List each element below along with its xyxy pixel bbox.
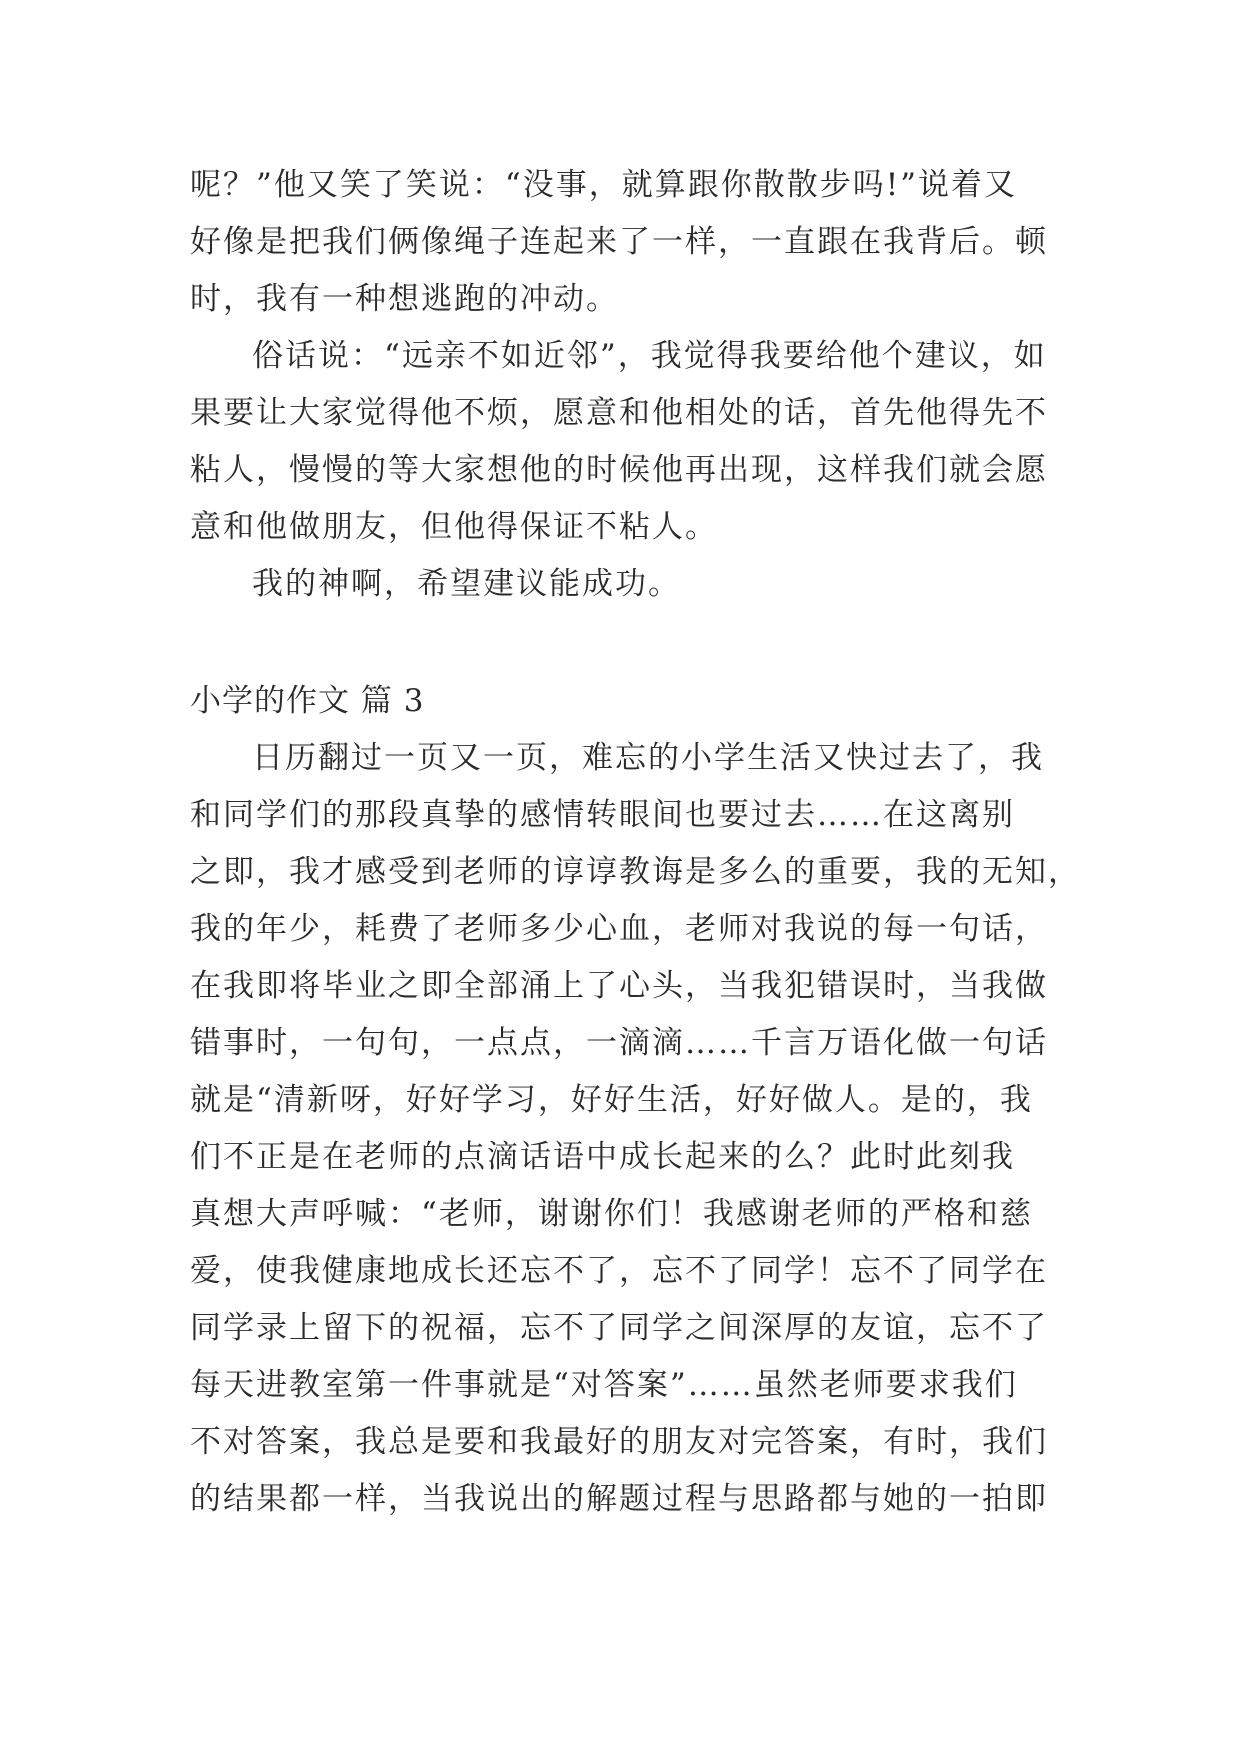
paragraph-line: 好像是把我们俩像绳子连起来了一样，一直跟在我背后。顿 <box>190 224 1048 260</box>
paragraph-line: 和同学们的那段真挚的感情转眼间也要过去……在这离别 <box>190 797 1015 833</box>
paragraph-line: 之即，我才感受到老师的谆谆教诲是多么的重要，我的无知， <box>190 854 1081 890</box>
paragraph-line: 们不正是在老师的点滴话语中成长起来的么？此时此刻我 <box>190 1139 1015 1175</box>
paragraph-line: 日历翻过一页又一页，难忘的小学生活又快过去了，我 <box>252 740 1044 776</box>
paragraph-line: 时，我有一种想逃跑的冲动。 <box>190 281 619 317</box>
paragraph-line: 果要让大家觉得他不烦，愿意和他相处的话，首先他得先不 <box>190 395 1048 431</box>
paragraph-line: 我的神啊，希望建议能成功。 <box>252 566 681 602</box>
paragraph-line: 错事时，一句句，一点点，一滴滴……千言万语化做一句话 <box>190 1025 1048 1061</box>
paragraph-line: 我的年少，耗费了老师多少心血，老师对我说的每一句话， <box>190 911 1048 947</box>
paragraph-line: 爱，使我健康地成长还忘不了，忘不了同学！忘不了同学在 <box>190 1253 1048 1289</box>
paragraph-line: 意和他做朋友，但他得保证不粘人。 <box>190 509 718 545</box>
paragraph-line: 在我即将毕业之即全部涌上了心头，当我犯错误时，当我做 <box>190 968 1048 1004</box>
paragraph-line: 每天进教室第一件事就是“对答案”……虽然老师要求我们 <box>190 1367 1018 1403</box>
paragraph-line: 就是“清新呀，好好学习，好好生活，好好做人。是的，我 <box>190 1082 1033 1118</box>
paragraph-line: 的结果都一样，当我说出的解题过程与思路都与她的一拍即 <box>190 1481 1048 1517</box>
paragraph-line: 粘人，慢慢的等大家想他的时候他再出现，这样我们就会愿 <box>190 452 1048 488</box>
paragraph-line: 真想大声呼喊：“老师，谢谢你们！我感谢老师的严格和慈 <box>190 1196 1033 1232</box>
paragraph-line: 同学录上留下的祝福，忘不了同学之间深厚的友谊，忘不了 <box>190 1310 1048 1346</box>
paragraph-line: 呢？”他又笑了笑说：“没事，就算跟你散散步吗!”说着又 <box>190 167 1017 203</box>
paragraph-line: 不对答案，我总是要和我最好的朋友对完答案，有时，我们 <box>190 1424 1048 1460</box>
section-heading: 小学的作文 篇 3 <box>190 683 425 719</box>
paragraph-line: 俗话说：“远亲不如近邻”，我觉得我要给他个建议，如 <box>252 338 1047 374</box>
